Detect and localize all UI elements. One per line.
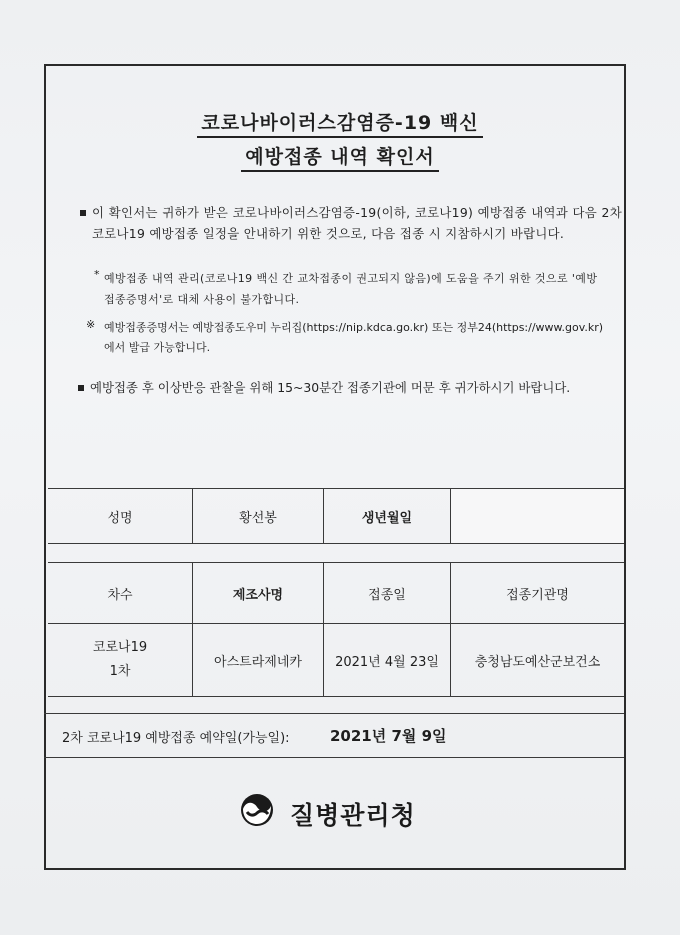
schedule-label: 2차 코로나19 예방접종 예약일(가능일): [62, 731, 290, 746]
manufacturer-cell: 아스트라제네카 [193, 624, 324, 697]
schedule-date: 2021년 7월 9일 [330, 727, 447, 745]
square-bullet-icon [80, 210, 86, 216]
vaccination-table [48, 562, 624, 697]
birth-label: 생년월일 [324, 489, 451, 544]
note-mark: * [94, 268, 100, 281]
document-title-line1: 코로나바이러스감염증-19 백신 [0, 108, 680, 135]
note-paragraph: 예방접종 내역 관리(코로나19 백신 간 교차접종이 권고되지 않음)에 도움을 주기 위한 것으로 '예방접종증명서'로 대체 사용이 불가합니다. [104, 272, 598, 306]
document-border [44, 64, 626, 870]
round-cell [48, 624, 193, 697]
document-title-line2: 예방접종 내역 확인서 [0, 142, 680, 169]
divider [44, 713, 624, 714]
header-institution: 접종기관명 [451, 563, 625, 624]
institution-cell: 충청남도예산군보건소 [451, 624, 625, 697]
intro-paragraph: 이 확인서는 귀하가 받은 코로나바이러스감염증-19(이하, 코로나19) 예방접종 내역과 다음 2차 코로나19 예방접종 일정을 안내하기 위한 것으로, 다음 접종 시 지참하시기 바랍니다. [92, 205, 622, 241]
header-date: 접종일 [324, 563, 451, 624]
round-number: 1차 [109, 664, 131, 679]
divider [44, 757, 624, 758]
header-round: 차수 [48, 563, 193, 624]
government-emblem-icon [240, 793, 274, 827]
round-vaccine: 코로나19 [92, 640, 148, 655]
square-bullet-icon [78, 385, 84, 391]
table-row [48, 624, 624, 697]
observation-paragraph: 예방접종 후 이상반응 관찰을 위해 15~30분간 접종기관에 머문 후 귀가하시기 바랍니다. [90, 380, 571, 395]
reference-mark: ※ [86, 318, 96, 331]
name-value: 황선봉 [193, 489, 324, 544]
certificate-info-paragraph: 예방접종증명서는 예방접종도우미 누리집(https://nip.kdca.go.kr) 또는 정부24(https://www.gov.kr)에서 발급 가능합니다. [104, 321, 604, 354]
person-info-table [48, 488, 624, 544]
birth-value [451, 489, 625, 544]
name-label: 성명 [48, 489, 193, 544]
agency-name: 질병관리청 [290, 801, 416, 830]
date-cell: 2021년 4월 23일 [324, 624, 451, 697]
header-manufacturer: 제조사명 [193, 563, 324, 624]
